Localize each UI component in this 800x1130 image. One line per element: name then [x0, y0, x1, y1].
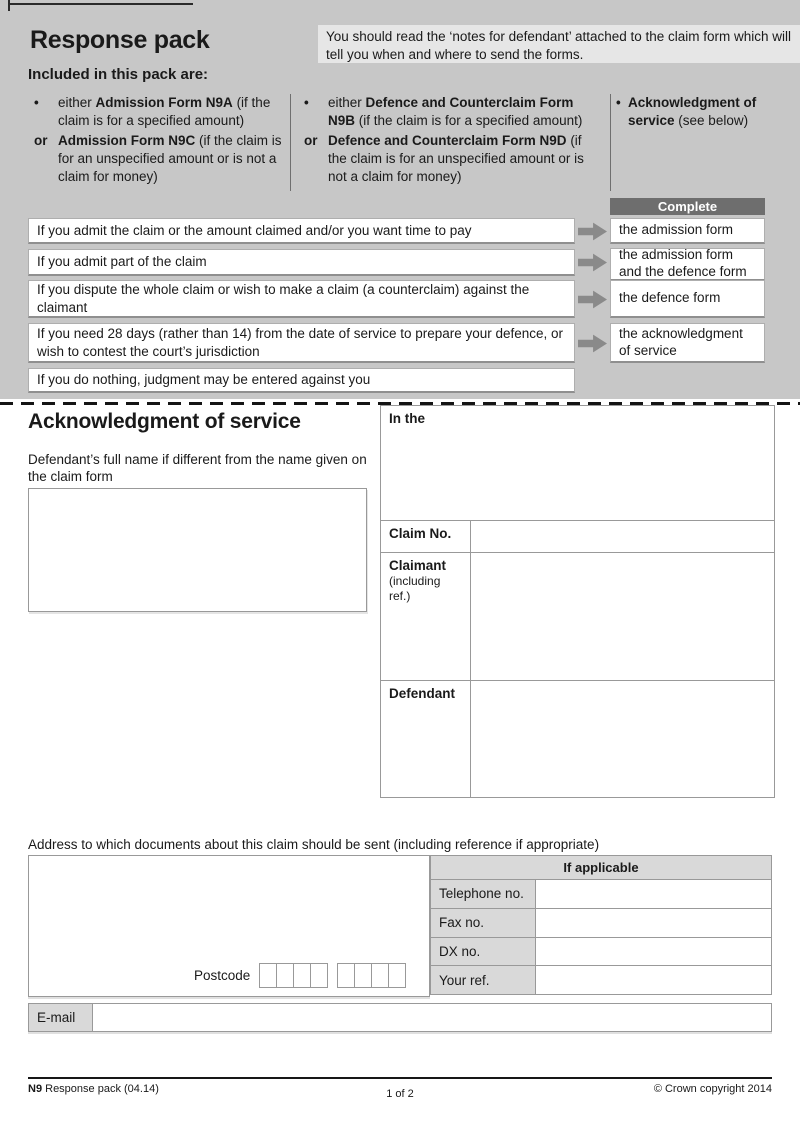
address-label: Address to which documents about this claim should be sent (including reference if appropriate)	[28, 837, 600, 852]
fax-row	[431, 909, 771, 938]
item-suffix: (if the claim is for a specified amount)	[355, 113, 583, 128]
form-code-rest: Response pack (04.14)	[42, 1083, 159, 1095]
if-applicable-header: If applicable	[431, 856, 771, 880]
email-row	[28, 1003, 772, 1032]
postcode-char-box[interactable]	[310, 963, 328, 988]
section-title: Acknowledgment of service	[28, 410, 301, 433]
defendant-notice: You should read the ‘notes for defendant’ attached to the claim form which will tell you when and where to send the forms.	[318, 25, 800, 63]
complete-cell: the admission form and the defence form	[610, 248, 765, 281]
telephone-row	[431, 880, 771, 909]
copyright-notice: © Crown copyright 2014	[653, 1083, 772, 1095]
page-edge-mark	[8, 0, 10, 11]
list-item-text	[58, 132, 286, 186]
complete-column-header: Complete	[610, 198, 765, 215]
telephone-label: Telephone no.	[431, 880, 536, 908]
postcode-char-box[interactable]	[371, 963, 389, 988]
item-suffix: (see below)	[674, 113, 749, 128]
claim-details-table	[380, 405, 775, 798]
form-name: Defence and Counterclaim Form N9B	[328, 95, 574, 128]
or-marker: or	[34, 133, 48, 148]
form-code-bold: N9	[28, 1083, 43, 1095]
email-label: E-mail	[29, 1004, 93, 1031]
postcode-boxes-outward	[260, 963, 328, 988]
list-item	[28, 132, 286, 186]
dx-field[interactable]	[536, 938, 771, 966]
condition-row: If you dispute the whole claim or wish to make a claim (a counterclaim) against the claimant	[28, 280, 575, 318]
claim-no-row	[381, 521, 774, 553]
claimant-label	[381, 553, 471, 680]
postcode-char-box[interactable]	[337, 963, 355, 988]
condition-row: If you admit part of the claim	[28, 249, 575, 276]
page-edge-mark	[8, 3, 193, 5]
claim-no-field[interactable]	[471, 521, 774, 552]
list-item-text	[328, 132, 604, 186]
defendant-name-field[interactable]	[28, 488, 367, 612]
bullet-marker: •	[616, 95, 621, 110]
complete-cell: the acknowledgment of service	[610, 323, 765, 363]
email-field[interactable]	[93, 1004, 771, 1031]
list-item	[298, 94, 604, 130]
postcode-char-box[interactable]	[293, 963, 311, 988]
column-divider	[610, 94, 611, 191]
bullet-marker: •	[304, 95, 309, 110]
telephone-field[interactable]	[536, 880, 771, 908]
postcode-char-box[interactable]	[388, 963, 406, 988]
fax-label: Fax no.	[431, 909, 536, 937]
court-name-cell[interactable]	[381, 406, 774, 521]
postcode-boxes-inward	[338, 963, 406, 988]
your-ref-field[interactable]	[536, 966, 771, 994]
claimant-ref-note: (including ref.)	[389, 574, 441, 603]
form-name: Acknowledgment of service	[628, 95, 757, 128]
list-item-text	[58, 94, 286, 130]
list-item	[28, 94, 286, 130]
address-field[interactable]	[28, 855, 430, 997]
claim-no-label: Claim No.	[381, 521, 471, 552]
included-column-acknowledgment	[616, 94, 796, 132]
dx-row	[431, 938, 771, 967]
condition-row: If you need 28 days (rather than 14) from the date of service to prepare your defence, or wish to contest the court’s jurisdiction	[28, 323, 575, 363]
included-column-defence	[298, 94, 604, 188]
dx-label: DX no.	[431, 938, 536, 966]
form-name: Defence and Counterclaim Form N9D	[328, 133, 567, 148]
list-item-text	[328, 94, 604, 130]
your-ref-row	[431, 966, 771, 994]
item-prefix: either	[58, 95, 96, 110]
postcode-char-box[interactable]	[276, 963, 294, 988]
item-suffix: (if the claim is for a specified amount)	[58, 95, 271, 128]
defendant-name-label: Defendant’s full name if different from the name given on the claim form	[28, 452, 367, 484]
list-item	[298, 132, 604, 186]
column-divider	[290, 94, 291, 191]
condition-row: If you admit the claim or the amount claimed and/or you want time to pay	[28, 218, 575, 244]
item-suffix: (if the claim is for an unspecified amount or is not a claim for money)	[328, 133, 584, 184]
postcode-char-box[interactable]	[354, 963, 372, 988]
list-item-text	[628, 94, 796, 130]
postcode-char-box[interactable]	[259, 963, 277, 988]
item-suffix: (if the claim is for an unspecified amount or is not a claim for money)	[58, 133, 282, 184]
postcode-label: Postcode	[194, 968, 251, 983]
page-number: 1 of 2	[386, 1088, 414, 1100]
defendant-row	[381, 681, 774, 797]
included-heading: Included in this pack are:	[28, 66, 209, 83]
claimant-label-text: Claimant	[389, 558, 447, 573]
list-item	[616, 94, 796, 130]
page-title: Response pack	[30, 26, 210, 54]
item-prefix: either	[328, 95, 366, 110]
bullet-marker: •	[34, 95, 39, 110]
complete-cell: the defence form	[610, 280, 765, 318]
condition-row: If you do nothing, judgment may be entered against you	[28, 368, 575, 393]
form-name: Admission Form N9C	[58, 133, 196, 148]
fax-field[interactable]	[536, 909, 771, 937]
footer-divider	[28, 1077, 772, 1079]
defendant-field[interactable]	[471, 681, 774, 797]
included-column-admission	[28, 94, 286, 188]
form-name: Admission Form N9A	[95, 95, 233, 110]
claimant-row	[381, 553, 774, 681]
if-applicable-table	[430, 855, 772, 995]
your-ref-label: Your ref.	[431, 966, 536, 994]
in-the-label: In the	[389, 411, 425, 426]
claimant-field[interactable]	[471, 553, 774, 680]
defendant-label: Defendant	[381, 681, 471, 797]
postcode-row	[194, 963, 416, 988]
or-marker: or	[304, 133, 318, 148]
complete-cell: the admission form	[610, 218, 765, 244]
